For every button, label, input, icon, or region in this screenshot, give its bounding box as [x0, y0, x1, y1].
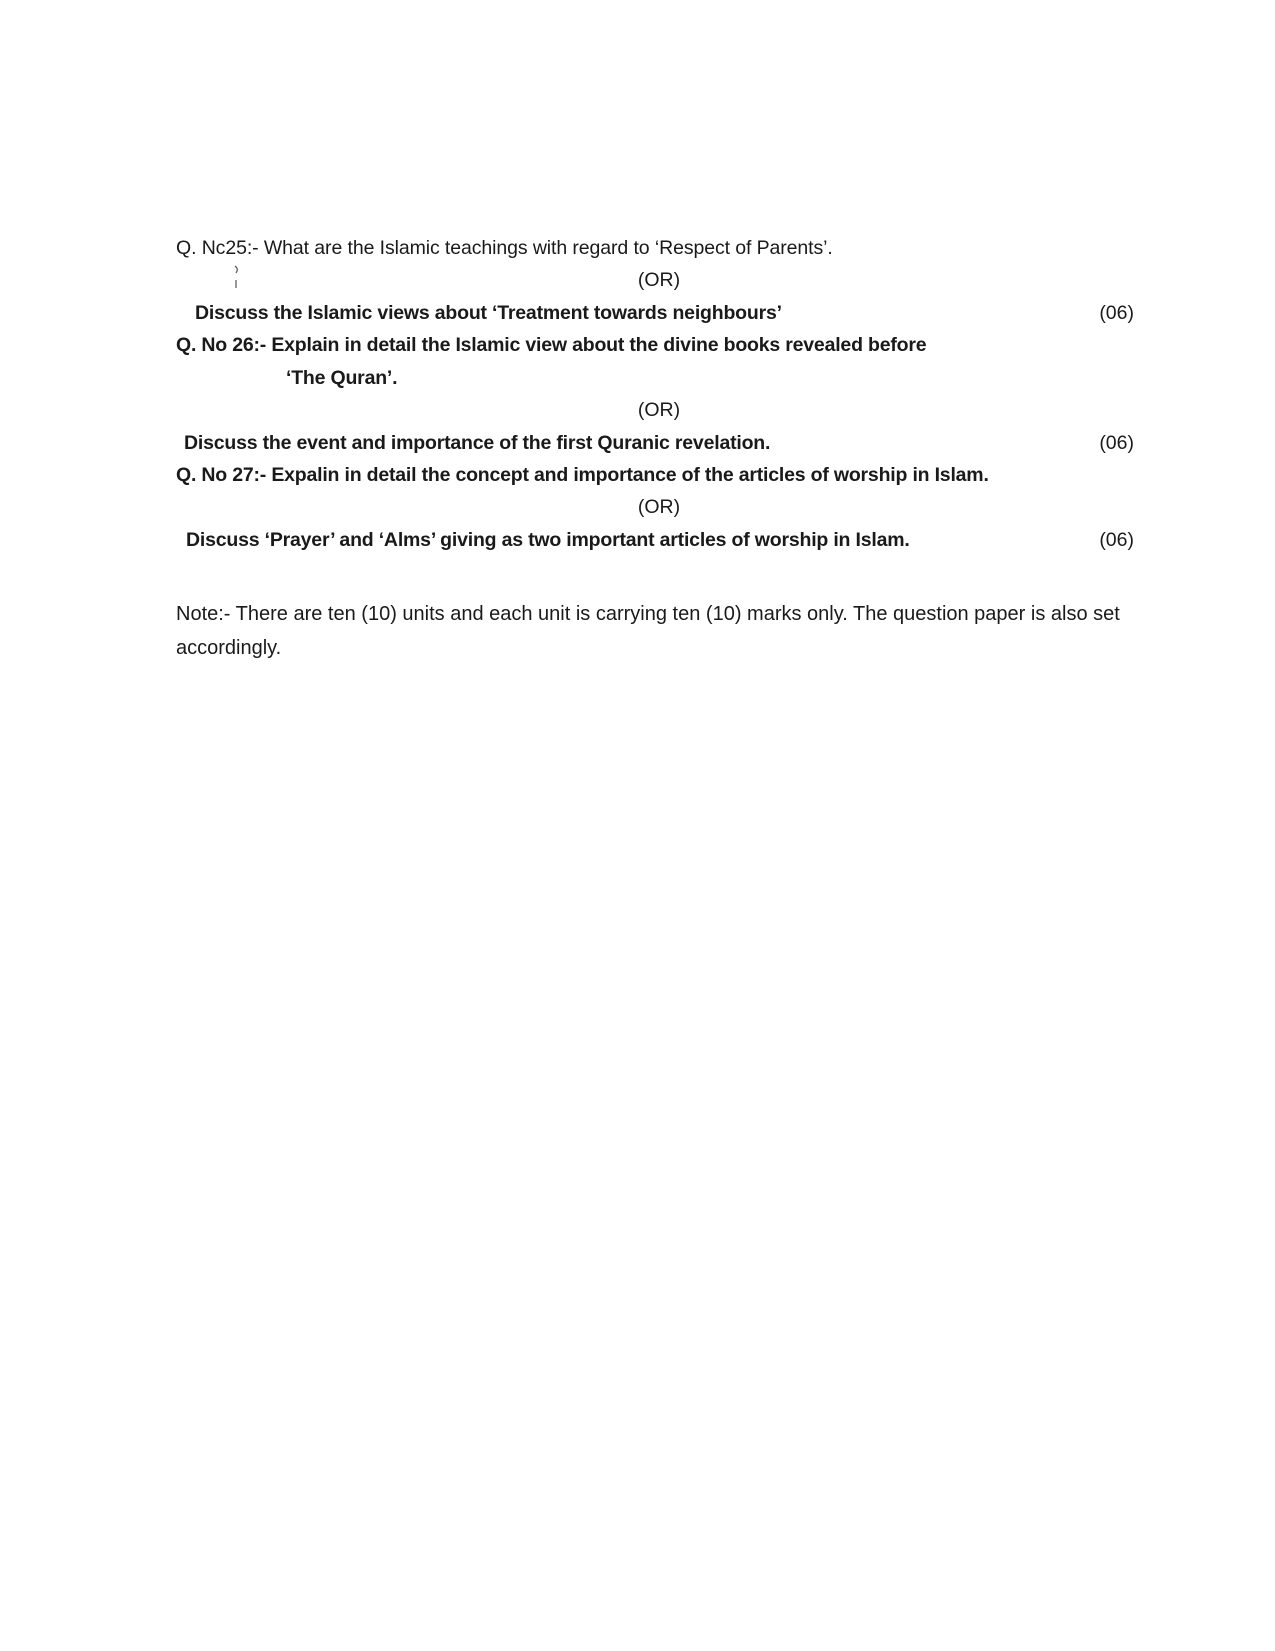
question-27-alternative: Discuss ‘Prayer’ and ‘Alms’ giving as two important articles of worship in Islam.: [186, 529, 910, 551]
exam-note: Note:- There are ten (10) units and each unit is carrying ten (10) marks only. The question paper is also set accordingly.: [176, 603, 1120, 659]
question-25-or: (OR): [637, 269, 681, 291]
question-27-text: Expalin in detail the concept and importance of the articles of worship in Islam.: [271, 464, 989, 486]
question-26-or: (OR): [637, 399, 681, 421]
question-26-number: Q. No 26:-: [176, 334, 267, 356]
ink-smudge-mark: [232, 264, 242, 290]
question-27: [176, 463, 989, 487]
question-25-number: Q. Nc25:-: [176, 237, 259, 259]
question-27-marks: (06): [1099, 529, 1134, 551]
question-26: [176, 333, 926, 357]
question-25-alternative: Discuss the Islamic views about ‘Treatment towards neighbours’: [195, 302, 782, 324]
question-27-or: (OR): [637, 496, 681, 518]
question-26-text-continued: ‘The Quran’.: [286, 367, 398, 389]
question-26-text: Explain in detail the Islamic view about the divine books revealed before: [271, 334, 927, 356]
question-26-marks: (06): [1099, 432, 1134, 454]
question-25-text: What are the Islamic teachings with regard to ‘Respect of Parents’.: [263, 237, 833, 259]
question-26-alternative: Discuss the event and importance of the first Quranic revelation.: [184, 432, 771, 454]
question-25: [176, 236, 833, 260]
question-27-number: Q. No 27:-: [176, 464, 267, 486]
question-25-marks: (06): [1099, 302, 1134, 324]
